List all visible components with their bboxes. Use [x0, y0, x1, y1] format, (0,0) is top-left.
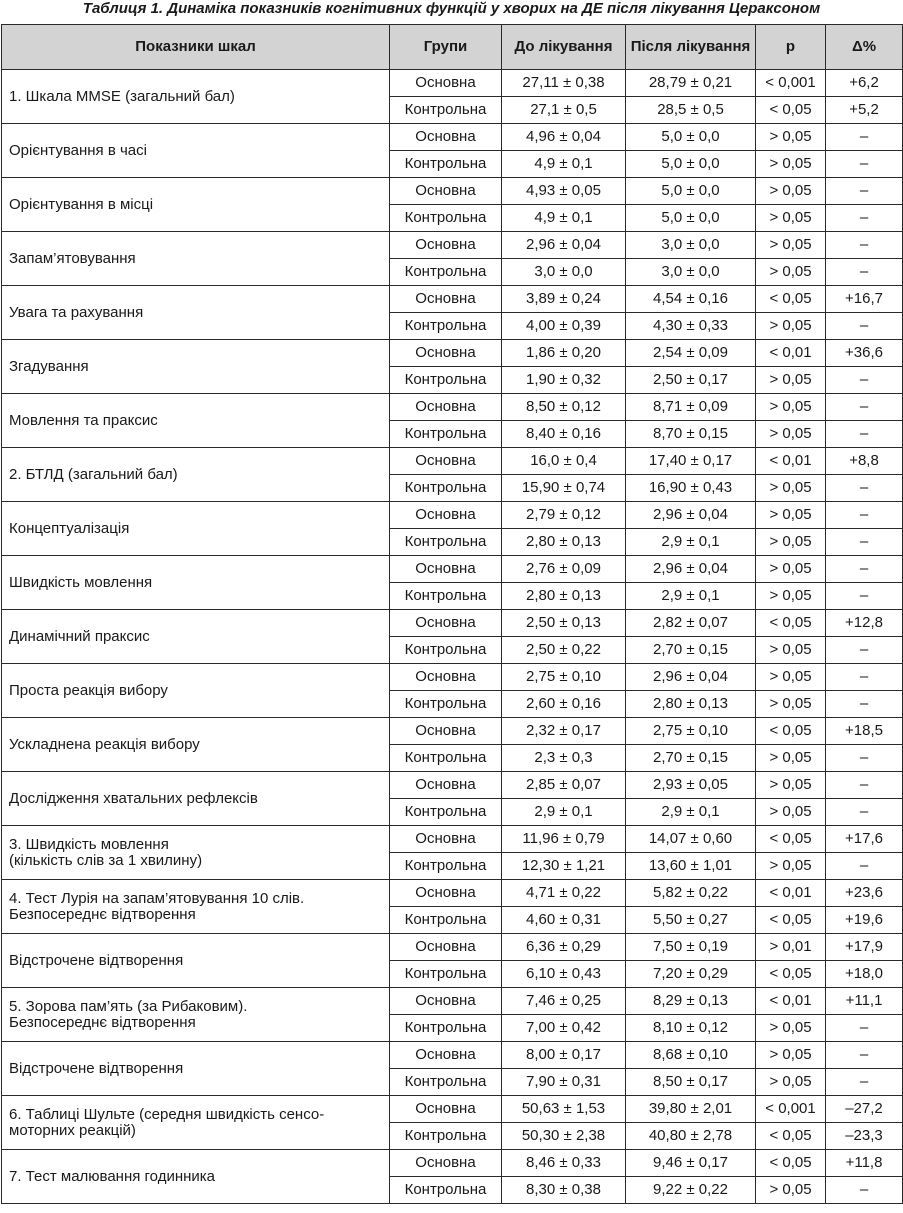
group-cell: Контрольна — [390, 799, 502, 826]
after-value-cell: 2,9 ± 0,1 — [626, 529, 756, 556]
group-cell: Основна — [390, 502, 502, 529]
delta-cell: – — [826, 799, 903, 826]
group-cell: Контрольна — [390, 1015, 502, 1042]
delta-cell: – — [826, 502, 903, 529]
p-value-cell: > 0,05 — [756, 178, 826, 205]
p-value-cell: > 0,05 — [756, 475, 826, 502]
indicator-label: 1. Шкала MMSE (загальний бал) — [2, 70, 390, 124]
group-cell: Контрольна — [390, 205, 502, 232]
p-value-cell: > 0,01 — [756, 934, 826, 961]
delta-cell: +17,9 — [826, 934, 903, 961]
p-value-cell: > 0,05 — [756, 1015, 826, 1042]
before-value-cell: 2,96 ± 0,04 — [502, 232, 626, 259]
after-value-cell: 7,20 ± 0,29 — [626, 961, 756, 988]
group-cell: Основна — [390, 124, 502, 151]
before-value-cell: 4,71 ± 0,22 — [502, 880, 626, 907]
table-row — [2, 178, 903, 205]
before-value-cell: 7,46 ± 0,25 — [502, 988, 626, 1015]
delta-cell: –27,2 — [826, 1096, 903, 1123]
delta-cell: – — [826, 1015, 903, 1042]
group-cell: Основна — [390, 1042, 502, 1069]
indicator-label: Орієнтування в місці — [2, 178, 390, 232]
p-value-cell: < 0,01 — [756, 880, 826, 907]
before-value-cell: 4,93 ± 0,05 — [502, 178, 626, 205]
indicator-label: 5. Зорова пам’ять (за Рибаковим). Безпосереднє відтворення — [2, 988, 390, 1042]
delta-cell: – — [826, 772, 903, 799]
p-value-cell: > 0,05 — [756, 529, 826, 556]
p-value-cell: > 0,05 — [756, 151, 826, 178]
delta-cell: – — [826, 259, 903, 286]
before-value-cell: 1,86 ± 0,20 — [502, 340, 626, 367]
before-value-cell: 6,10 ± 0,43 — [502, 961, 626, 988]
indicator-label: Динамічний праксис — [2, 610, 390, 664]
table-row — [2, 988, 903, 1015]
delta-cell: – — [826, 475, 903, 502]
table-row — [2, 826, 903, 853]
before-value-cell: 4,96 ± 0,04 — [502, 124, 626, 151]
group-cell: Основна — [390, 70, 502, 97]
group-cell: Основна — [390, 178, 502, 205]
p-value-cell: > 0,05 — [756, 664, 826, 691]
table-row — [2, 340, 903, 367]
p-value-cell: > 0,05 — [756, 556, 826, 583]
before-value-cell: 2,75 ± 0,10 — [502, 664, 626, 691]
indicator-label: Запам’ятовування — [2, 232, 390, 286]
indicator-label: Мовлення та праксис — [2, 394, 390, 448]
before-value-cell: 11,96 ± 0,79 — [502, 826, 626, 853]
group-cell: Контрольна — [390, 637, 502, 664]
after-value-cell: 5,0 ± 0,0 — [626, 178, 756, 205]
table-row — [2, 124, 903, 151]
after-value-cell: 13,60 ± 1,01 — [626, 853, 756, 880]
table-row — [2, 556, 903, 583]
p-value-cell: < 0,05 — [756, 97, 826, 124]
before-value-cell: 2,9 ± 0,1 — [502, 799, 626, 826]
after-value-cell: 2,96 ± 0,04 — [626, 664, 756, 691]
after-value-cell: 28,79 ± 0,21 — [626, 70, 756, 97]
before-value-cell: 3,0 ± 0,0 — [502, 259, 626, 286]
indicator-label: 4. Тест Лурія на запам’ятовування 10 слів. Безпосереднє відтворення — [2, 880, 390, 934]
after-value-cell: 2,50 ± 0,17 — [626, 367, 756, 394]
indicator-label: Ускладнена реакція вибору — [2, 718, 390, 772]
before-value-cell: 7,00 ± 0,42 — [502, 1015, 626, 1042]
group-cell: Основна — [390, 880, 502, 907]
indicator-label: Увага та рахування — [2, 286, 390, 340]
after-value-cell: 2,82 ± 0,07 — [626, 610, 756, 637]
group-cell: Контрольна — [390, 259, 502, 286]
delta-cell: – — [826, 421, 903, 448]
indicator-label: Відстрочене відтворення — [2, 934, 390, 988]
delta-cell: – — [826, 691, 903, 718]
delta-cell: – — [826, 313, 903, 340]
before-value-cell: 2,50 ± 0,22 — [502, 637, 626, 664]
p-value-cell: < 0,05 — [756, 1123, 826, 1150]
group-cell: Контрольна — [390, 421, 502, 448]
table-row — [2, 1042, 903, 1069]
delta-cell: – — [826, 151, 903, 178]
p-value-cell: > 0,05 — [756, 799, 826, 826]
before-value-cell: 2,3 ± 0,3 — [502, 745, 626, 772]
after-value-cell: 8,29 ± 0,13 — [626, 988, 756, 1015]
delta-cell: – — [826, 394, 903, 421]
indicator-label: 6. Таблиці Шульте (середня швидкість сенсо- моторних реакцій) — [2, 1096, 390, 1150]
p-value-cell: > 0,05 — [756, 232, 826, 259]
group-cell: Контрольна — [390, 313, 502, 340]
delta-cell: – — [826, 529, 903, 556]
delta-cell: +5,2 — [826, 97, 903, 124]
after-value-cell: 4,30 ± 0,33 — [626, 313, 756, 340]
p-value-cell: > 0,05 — [756, 772, 826, 799]
before-value-cell: 2,85 ± 0,07 — [502, 772, 626, 799]
table-row — [2, 718, 903, 745]
after-value-cell: 8,68 ± 0,10 — [626, 1042, 756, 1069]
before-value-cell: 8,46 ± 0,33 — [502, 1150, 626, 1177]
before-value-cell: 27,1 ± 0,5 — [502, 97, 626, 124]
p-value-cell: > 0,05 — [756, 1177, 826, 1204]
group-cell: Контрольна — [390, 691, 502, 718]
after-value-cell: 8,10 ± 0,12 — [626, 1015, 756, 1042]
p-value-cell: < 0,01 — [756, 988, 826, 1015]
p-value-cell: > 0,05 — [756, 259, 826, 286]
header-after-treatment: Після лікування — [626, 25, 756, 70]
after-value-cell: 2,9 ± 0,1 — [626, 583, 756, 610]
indicator-label: 2. БТЛД (загальний бал) — [2, 448, 390, 502]
indicator-label: 7. Тест малювання годинника — [2, 1150, 390, 1204]
group-cell: Контрольна — [390, 853, 502, 880]
delta-cell: +18,5 — [826, 718, 903, 745]
cognitive-indicators-table — [1, 24, 903, 1204]
delta-cell: +18,0 — [826, 961, 903, 988]
before-value-cell: 2,60 ± 0,16 — [502, 691, 626, 718]
before-value-cell: 4,60 ± 0,31 — [502, 907, 626, 934]
p-value-cell: < 0,05 — [756, 907, 826, 934]
p-value-cell: < 0,05 — [756, 286, 826, 313]
table-row — [2, 610, 903, 637]
delta-cell: – — [826, 1177, 903, 1204]
group-cell: Основна — [390, 1096, 502, 1123]
before-value-cell: 16,0 ± 0,4 — [502, 448, 626, 475]
group-cell: Контрольна — [390, 745, 502, 772]
group-cell: Основна — [390, 1150, 502, 1177]
before-value-cell: 2,80 ± 0,13 — [502, 583, 626, 610]
indicator-label: Концептуалізація — [2, 502, 390, 556]
table-row — [2, 664, 903, 691]
group-cell: Контрольна — [390, 475, 502, 502]
indicator-label: 3. Швидкість мовлення (кількість слів за 1 хвилину) — [2, 826, 390, 880]
before-value-cell: 6,36 ± 0,29 — [502, 934, 626, 961]
group-cell: Контрольна — [390, 1123, 502, 1150]
p-value-cell: > 0,05 — [756, 1069, 826, 1096]
delta-cell: – — [826, 556, 903, 583]
p-value-cell: > 0,05 — [756, 691, 826, 718]
before-value-cell: 27,11 ± 0,38 — [502, 70, 626, 97]
p-value-cell: > 0,05 — [756, 583, 826, 610]
after-value-cell: 8,70 ± 0,15 — [626, 421, 756, 448]
delta-cell: +8,8 — [826, 448, 903, 475]
indicator-label: Швидкість мовлення — [2, 556, 390, 610]
group-cell: Контрольна — [390, 97, 502, 124]
before-value-cell: 4,9 ± 0,1 — [502, 151, 626, 178]
indicator-label: Згадування — [2, 340, 390, 394]
group-cell: Основна — [390, 556, 502, 583]
delta-cell: +11,1 — [826, 988, 903, 1015]
indicator-label: Відстрочене відтворення — [2, 1042, 390, 1096]
delta-cell: – — [826, 853, 903, 880]
delta-cell: – — [826, 124, 903, 151]
table-body — [2, 70, 903, 1204]
after-value-cell: 2,93 ± 0,05 — [626, 772, 756, 799]
after-value-cell: 14,07 ± 0,60 — [626, 826, 756, 853]
delta-cell: – — [826, 745, 903, 772]
before-value-cell: 2,32 ± 0,17 — [502, 718, 626, 745]
after-value-cell: 3,0 ± 0,0 — [626, 232, 756, 259]
header-groups: Групи — [390, 25, 502, 70]
before-value-cell: 8,30 ± 0,38 — [502, 1177, 626, 1204]
p-value-cell: > 0,05 — [756, 313, 826, 340]
group-cell: Контрольна — [390, 1069, 502, 1096]
after-value-cell: 17,40 ± 0,17 — [626, 448, 756, 475]
group-cell: Контрольна — [390, 529, 502, 556]
indicator-label: Орієнтування в часі — [2, 124, 390, 178]
before-value-cell: 1,90 ± 0,32 — [502, 367, 626, 394]
before-value-cell: 4,00 ± 0,39 — [502, 313, 626, 340]
before-value-cell: 8,50 ± 0,12 — [502, 394, 626, 421]
p-value-cell: < 0,05 — [756, 961, 826, 988]
after-value-cell: 9,22 ± 0,22 — [626, 1177, 756, 1204]
table-row — [2, 772, 903, 799]
table-header-row — [2, 25, 903, 70]
delta-cell: +12,8 — [826, 610, 903, 637]
after-value-cell: 5,0 ± 0,0 — [626, 151, 756, 178]
delta-cell: –23,3 — [826, 1123, 903, 1150]
group-cell: Основна — [390, 448, 502, 475]
after-value-cell: 2,70 ± 0,15 — [626, 745, 756, 772]
header-before-treatment: До лікування — [502, 25, 626, 70]
group-cell: Контрольна — [390, 151, 502, 178]
table-row — [2, 232, 903, 259]
after-value-cell: 2,9 ± 0,1 — [626, 799, 756, 826]
group-cell: Основна — [390, 286, 502, 313]
delta-cell: +19,6 — [826, 907, 903, 934]
p-value-cell: > 0,05 — [756, 745, 826, 772]
table-row — [2, 502, 903, 529]
after-value-cell: 4,54 ± 0,16 — [626, 286, 756, 313]
delta-cell: +36,6 — [826, 340, 903, 367]
after-value-cell: 8,71 ± 0,09 — [626, 394, 756, 421]
delta-cell: – — [826, 583, 903, 610]
table-row — [2, 448, 903, 475]
delta-cell: – — [826, 232, 903, 259]
group-cell: Основна — [390, 718, 502, 745]
p-value-cell: > 0,05 — [756, 637, 826, 664]
before-value-cell: 8,40 ± 0,16 — [502, 421, 626, 448]
group-cell: Основна — [390, 664, 502, 691]
indicator-label: Проста реакція вибору — [2, 664, 390, 718]
before-value-cell: 8,00 ± 0,17 — [502, 1042, 626, 1069]
after-value-cell: 28,5 ± 0,5 — [626, 97, 756, 124]
delta-cell: +6,2 — [826, 70, 903, 97]
p-value-cell: > 0,05 — [756, 502, 826, 529]
table-row — [2, 880, 903, 907]
p-value-cell: > 0,05 — [756, 421, 826, 448]
after-value-cell: 7,50 ± 0,19 — [626, 934, 756, 961]
after-value-cell: 8,50 ± 0,17 — [626, 1069, 756, 1096]
delta-cell: – — [826, 205, 903, 232]
after-value-cell: 2,70 ± 0,15 — [626, 637, 756, 664]
p-value-cell: < 0,01 — [756, 448, 826, 475]
after-value-cell: 2,75 ± 0,10 — [626, 718, 756, 745]
after-value-cell: 2,96 ± 0,04 — [626, 556, 756, 583]
group-cell: Контрольна — [390, 1177, 502, 1204]
table-row — [2, 70, 903, 97]
table-caption: Таблиця 1. Динаміка показників когнітивних функцій у хворих на ДЕ після лікування Цераксоном — [82, 0, 821, 17]
header-p-value: р — [756, 25, 826, 70]
table-row — [2, 934, 903, 961]
delta-cell: +23,6 — [826, 880, 903, 907]
delta-cell: – — [826, 637, 903, 664]
p-value-cell: > 0,05 — [756, 124, 826, 151]
after-value-cell: 2,54 ± 0,09 — [626, 340, 756, 367]
group-cell: Контрольна — [390, 583, 502, 610]
after-value-cell: 40,80 ± 2,78 — [626, 1123, 756, 1150]
after-value-cell: 2,80 ± 0,13 — [626, 691, 756, 718]
before-value-cell: 2,50 ± 0,13 — [502, 610, 626, 637]
before-value-cell: 2,76 ± 0,09 — [502, 556, 626, 583]
group-cell: Основна — [390, 340, 502, 367]
before-value-cell: 7,90 ± 0,31 — [502, 1069, 626, 1096]
table-row — [2, 286, 903, 313]
group-cell: Контрольна — [390, 907, 502, 934]
group-cell: Основна — [390, 826, 502, 853]
p-value-cell: < 0,05 — [756, 610, 826, 637]
after-value-cell: 16,90 ± 0,43 — [626, 475, 756, 502]
before-value-cell: 50,63 ± 1,53 — [502, 1096, 626, 1123]
p-value-cell: < 0,01 — [756, 340, 826, 367]
table-row — [2, 1096, 903, 1123]
before-value-cell: 3,89 ± 0,24 — [502, 286, 626, 313]
delta-cell: – — [826, 367, 903, 394]
group-cell: Основна — [390, 394, 502, 421]
after-value-cell: 9,46 ± 0,17 — [626, 1150, 756, 1177]
p-value-cell: > 0,05 — [756, 205, 826, 232]
after-value-cell: 5,82 ± 0,22 — [626, 880, 756, 907]
delta-cell: – — [826, 178, 903, 205]
header-indicators: Показники шкал — [2, 25, 390, 70]
group-cell: Контрольна — [390, 961, 502, 988]
p-value-cell: < 0,05 — [756, 826, 826, 853]
group-cell: Основна — [390, 232, 502, 259]
delta-cell: +17,6 — [826, 826, 903, 853]
before-value-cell: 2,79 ± 0,12 — [502, 502, 626, 529]
before-value-cell: 12,30 ± 1,21 — [502, 853, 626, 880]
group-cell: Контрольна — [390, 367, 502, 394]
p-value-cell: < 0,001 — [756, 70, 826, 97]
group-cell: Основна — [390, 772, 502, 799]
indicator-label: Дослідження хватальних рефлексів — [2, 772, 390, 826]
p-value-cell: > 0,05 — [756, 394, 826, 421]
before-value-cell: 4,9 ± 0,1 — [502, 205, 626, 232]
before-value-cell: 15,90 ± 0,74 — [502, 475, 626, 502]
table-row — [2, 1150, 903, 1177]
p-value-cell: < 0,05 — [756, 1150, 826, 1177]
header-delta-percent: Δ% — [826, 25, 903, 70]
p-value-cell: < 0,001 — [756, 1096, 826, 1123]
group-cell: Основна — [390, 988, 502, 1015]
after-value-cell: 3,0 ± 0,0 — [626, 259, 756, 286]
p-value-cell: > 0,05 — [756, 1042, 826, 1069]
after-value-cell: 5,0 ± 0,0 — [626, 205, 756, 232]
p-value-cell: > 0,05 — [756, 367, 826, 394]
group-cell: Основна — [390, 610, 502, 637]
after-value-cell: 39,80 ± 2,01 — [626, 1096, 756, 1123]
before-value-cell: 50,30 ± 2,38 — [502, 1123, 626, 1150]
delta-cell: – — [826, 664, 903, 691]
p-value-cell: > 0,05 — [756, 853, 826, 880]
p-value-cell: < 0,05 — [756, 718, 826, 745]
delta-cell: +11,8 — [826, 1150, 903, 1177]
group-cell: Основна — [390, 934, 502, 961]
delta-cell: +16,7 — [826, 286, 903, 313]
table-row — [2, 394, 903, 421]
delta-cell: – — [826, 1042, 903, 1069]
after-value-cell: 5,0 ± 0,0 — [626, 124, 756, 151]
after-value-cell: 5,50 ± 0,27 — [626, 907, 756, 934]
before-value-cell: 2,80 ± 0,13 — [502, 529, 626, 556]
after-value-cell: 2,96 ± 0,04 — [626, 502, 756, 529]
delta-cell: – — [826, 1069, 903, 1096]
